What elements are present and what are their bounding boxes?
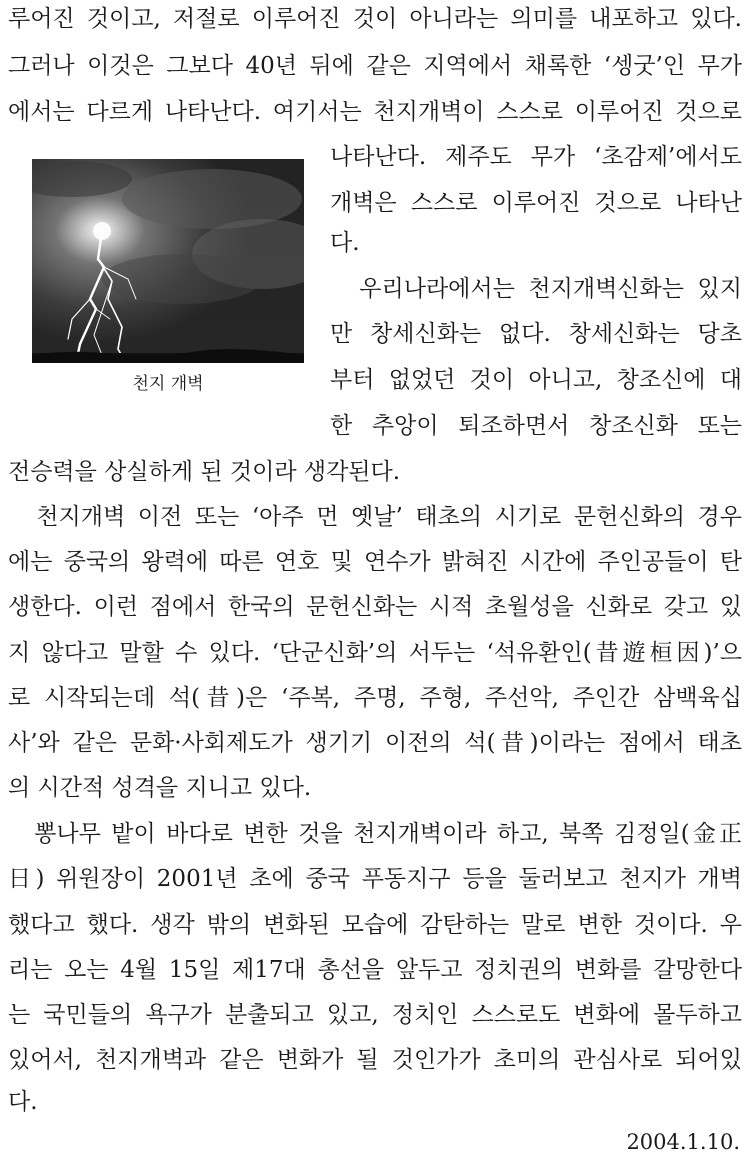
body-line: 리는 오는 4월 15일 제17대 총선을 앞두고 정치권의 변화를 갈망한다 (8, 957, 742, 983)
body-line: 우리나라에서는 천지개벽신화는 있지 (330, 276, 742, 302)
body-line: 루어진 것이고, 저절로 이루어진 것이 아니라는 의미를 내포하고 있다. (8, 6, 742, 32)
body-line: 나타난다. 제주도 무가 ‘초감제’에서도 (330, 144, 742, 170)
body-line: 사’와 같은 문화·사회제도가 생기기 이전의 석(昔)이라는 점에서 태초 (8, 730, 742, 756)
body-line: 뽕나무 밭이 바다로 변한 것을 천지개벽이라 하고, 북쪽 김정일(金正 (8, 821, 742, 847)
body-line: 의 시간적 성격을 지니고 있다. (8, 775, 312, 801)
body-line: 천지개벽 이전 또는 ‘아주 먼 옛날’ 태초의 시기로 문헌신화의 경우 (8, 504, 742, 530)
body-line: 부터 없었던 것이 아니고, 창조신에 대 (330, 367, 742, 393)
body-line: 지 않다고 말할 수 있다. ‘단군신화’의 서두는 ‘석유환인(昔遊桓因)’으 (8, 640, 742, 666)
body-line: 있어서, 천지개벽과 같은 변화가 될 것인가가 초미의 관심사로 되어있 (8, 1047, 742, 1073)
body-line: 했다고 했다. 생각 밖의 변화된 모습에 감탄하는 말로 변한 것이다. 우 (8, 912, 742, 938)
body-line: 日) 위원장이 2001년 초에 중국 푸동지구 등을 둘러보고 천지가 개벽 (8, 866, 742, 892)
body-line: 에서는 다르게 나타난다. 여기서는 천지개벽이 스스로 이루어진 것으로 (8, 99, 742, 125)
body-line: 만 창세신화는 없다. 창세신화는 당초 (330, 321, 742, 347)
body-line: 로 시작되는데 석(昔)은 ‘주복, 주명, 주형, 주선악, 주인간 삼백육십 (8, 685, 742, 711)
body-line: 한 추앙이 퇴조하면서 창조신화 또는 (330, 413, 742, 439)
body-line: 생한다. 이런 점에서 한국의 문헌신화는 시적 초월성을 신화로 갖고 있 (8, 594, 742, 620)
body-line: 개벽은 스스로 이루어진 것으로 나타난 (330, 190, 742, 216)
lightning-storm-illustration (32, 159, 304, 363)
body-line: 전승력을 상실하게 된 것이라 생각된다. (8, 459, 401, 485)
body-line: 다. (330, 230, 360, 256)
body-line: 그러나 이것은 그보다 40년 뒤에 같은 지역에서 채록한 ‘셍굿’인 무가 (8, 53, 742, 79)
figure-caption: 천지 개벽 (132, 374, 204, 394)
body-line: 는 국민들의 욕구가 분출되고 있고, 정치인 스스로도 변화에 몰두하고 (8, 1002, 742, 1028)
body-line: 에는 중국의 왕력에 따른 연호 및 연수가 밝혀진 시간에 주인공들이 탄 (8, 549, 742, 575)
body-line: 다. (8, 1089, 38, 1115)
lightning-photo (32, 159, 304, 363)
publication-date: 2004.1.10. (626, 1130, 740, 1154)
